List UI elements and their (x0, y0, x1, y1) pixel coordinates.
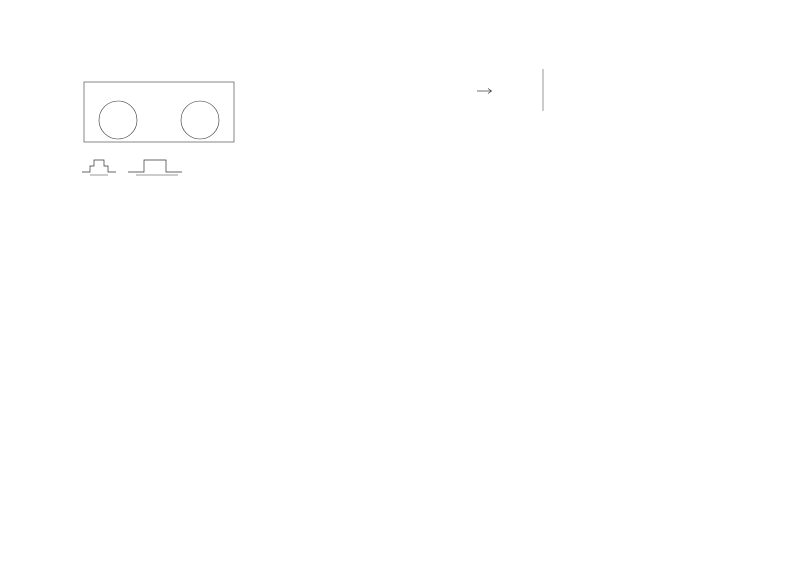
engel-pie-figure (82, 80, 412, 146)
left-column (82, 70, 412, 188)
pie1-circle (99, 101, 137, 139)
circle-figure (427, 64, 567, 116)
pie-charts (82, 80, 262, 144)
right-column (427, 40, 757, 172)
circle-to-trapezoid-figure (427, 64, 757, 116)
plot-drawings (82, 146, 282, 188)
scale-figure (82, 146, 412, 188)
pie2-circle (181, 101, 219, 139)
